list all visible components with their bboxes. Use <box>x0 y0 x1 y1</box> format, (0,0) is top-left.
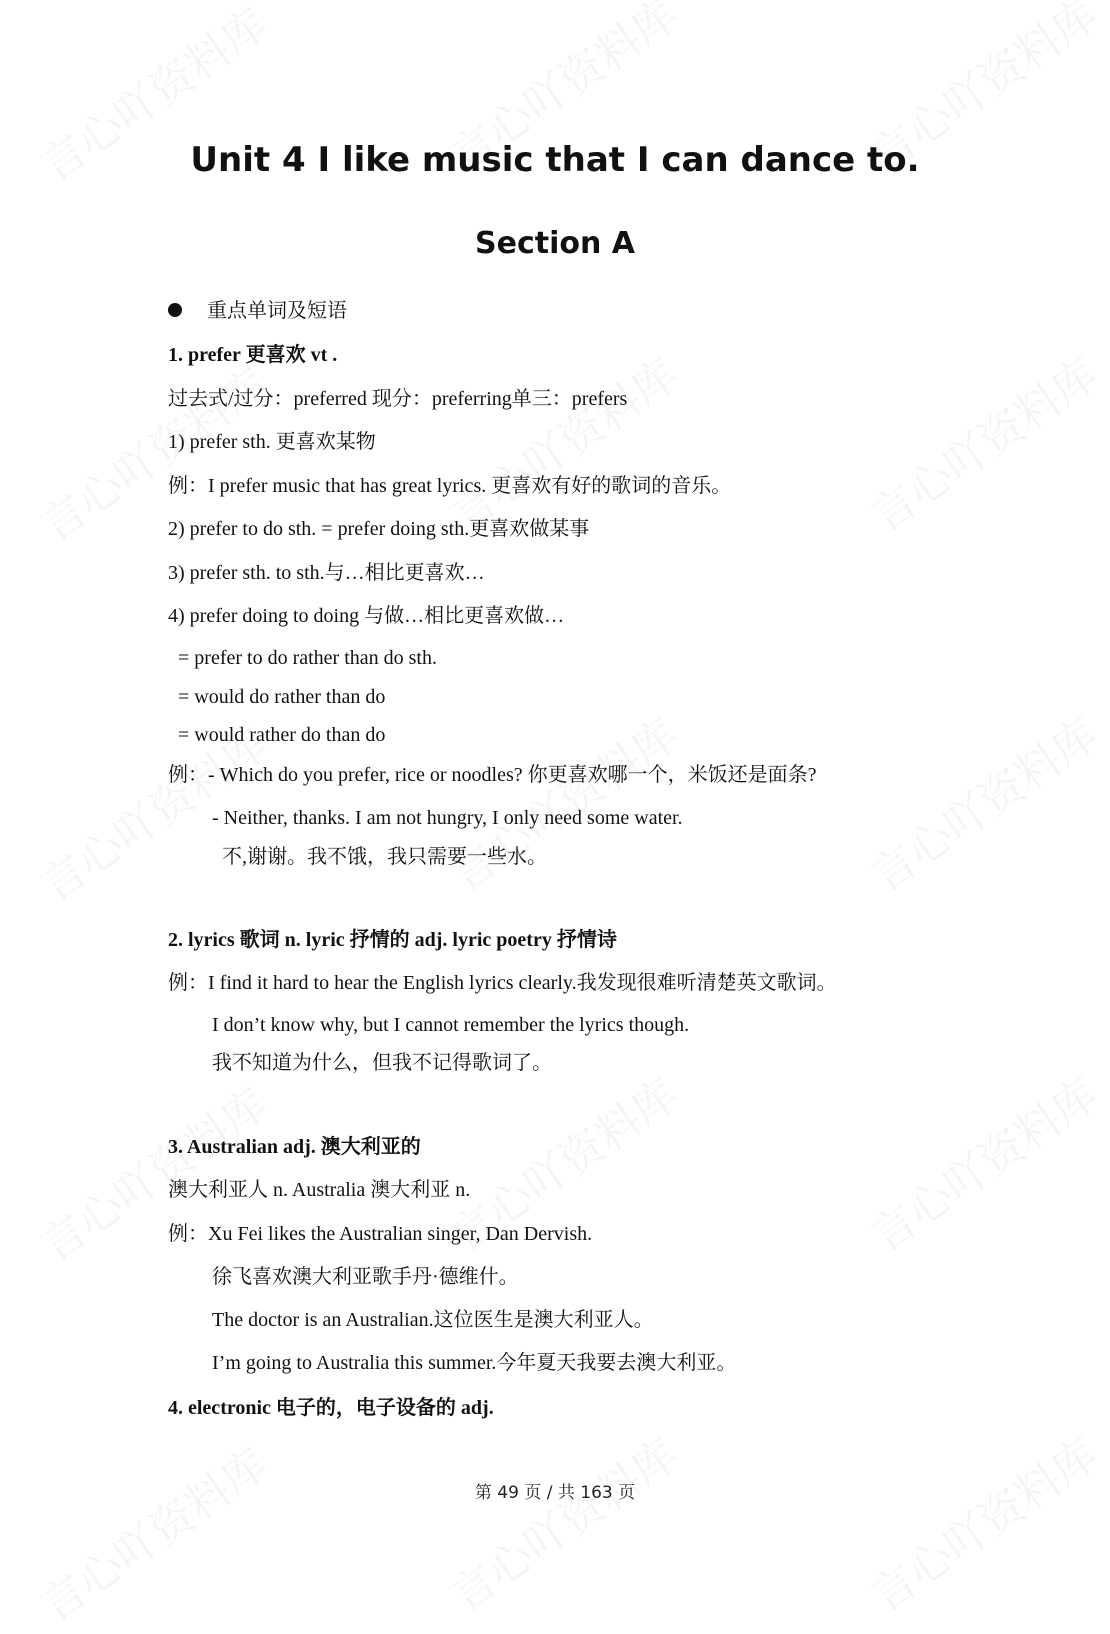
entry-heading: 4. electronic 电子的，电子设备的 adj. <box>168 1397 494 1419</box>
page-footer: 第 49 页 / 共 163 页 <box>474 1483 636 1503</box>
content-line: - Neither, thanks. I am not hungry, I only need some water. <box>212 807 683 829</box>
content-line: 例：- Which do you prefer, rice or noodles? 你更喜欢哪一个，米饭还是面条? <box>168 764 817 786</box>
watermark-text <box>26 1430 279 1634</box>
entry-heading: 3. Australian adj. 澳大利亚的 <box>168 1136 421 1158</box>
content-line: 不,谢谢。我不饿，我只需要一些水。 <box>222 846 547 868</box>
section-title: Section A <box>475 226 635 261</box>
entry-heading: 1. prefer 更喜欢 vt . <box>168 344 338 366</box>
watermark-text <box>856 700 1109 904</box>
page-title: Unit 4 I like music that I can dance to. <box>190 140 920 180</box>
content-line: = would rather do than do <box>178 724 386 746</box>
content-line: I’m going to Australia this summer.今年夏天我要去澳大利亚。 <box>212 1352 737 1374</box>
content-line: 徐飞喜欢澳大利亚歌手丹·德维什。 <box>212 1266 519 1288</box>
content-line: = would do rather than do <box>178 686 386 708</box>
content-line: 2) prefer to do sth. = prefer doing sth.更喜欢做某事 <box>168 518 590 540</box>
content-line: 4) prefer doing to doing 与做…相比更喜欢做… <box>168 605 565 627</box>
content-line: 例：Xu Fei likes the Australian singer, Dan Dervish. <box>168 1223 593 1245</box>
watermark-text <box>436 700 689 904</box>
content-line: 3) prefer sth. to sth.与…相比更喜欢… <box>168 562 485 584</box>
content-line: 澳大利亚人 n. Australia 澳大利亚 n. <box>168 1179 471 1201</box>
watermark-text <box>856 1060 1109 1264</box>
content-line: 例：I prefer music that has great lyrics. 更喜欢有好的歌词的音乐。 <box>168 475 732 497</box>
watermark-text <box>856 1420 1109 1624</box>
heading-key-words: 重点单词及短语 <box>207 300 347 322</box>
content-line: 我不知道为什么，但我不记得歌词了。 <box>212 1052 552 1074</box>
watermark-text <box>436 340 689 544</box>
content-line: 1) prefer sth. 更喜欢某物 <box>168 431 376 453</box>
watermark-text <box>436 1420 689 1624</box>
content-line: 过去式/过分：preferred 现分：preferring单三：prefers <box>168 388 628 410</box>
watermark-text <box>856 340 1109 544</box>
content-line: The doctor is an Australian.这位医生是澳大利亚人。 <box>212 1309 654 1331</box>
content-line: = prefer to do rather than do sth. <box>178 647 437 669</box>
bullet-icon <box>168 303 182 317</box>
entry-heading: 2. lyrics 歌词 n. lyric 抒情的 adj. lyric poetry 抒情诗 <box>168 929 617 951</box>
content-line: 例：I find it hard to hear the English lyrics clearly.我发现很难听清楚英文歌词。 <box>168 972 837 994</box>
content-line: I don’t know why, but I cannot remember the lyrics though. <box>212 1014 690 1036</box>
